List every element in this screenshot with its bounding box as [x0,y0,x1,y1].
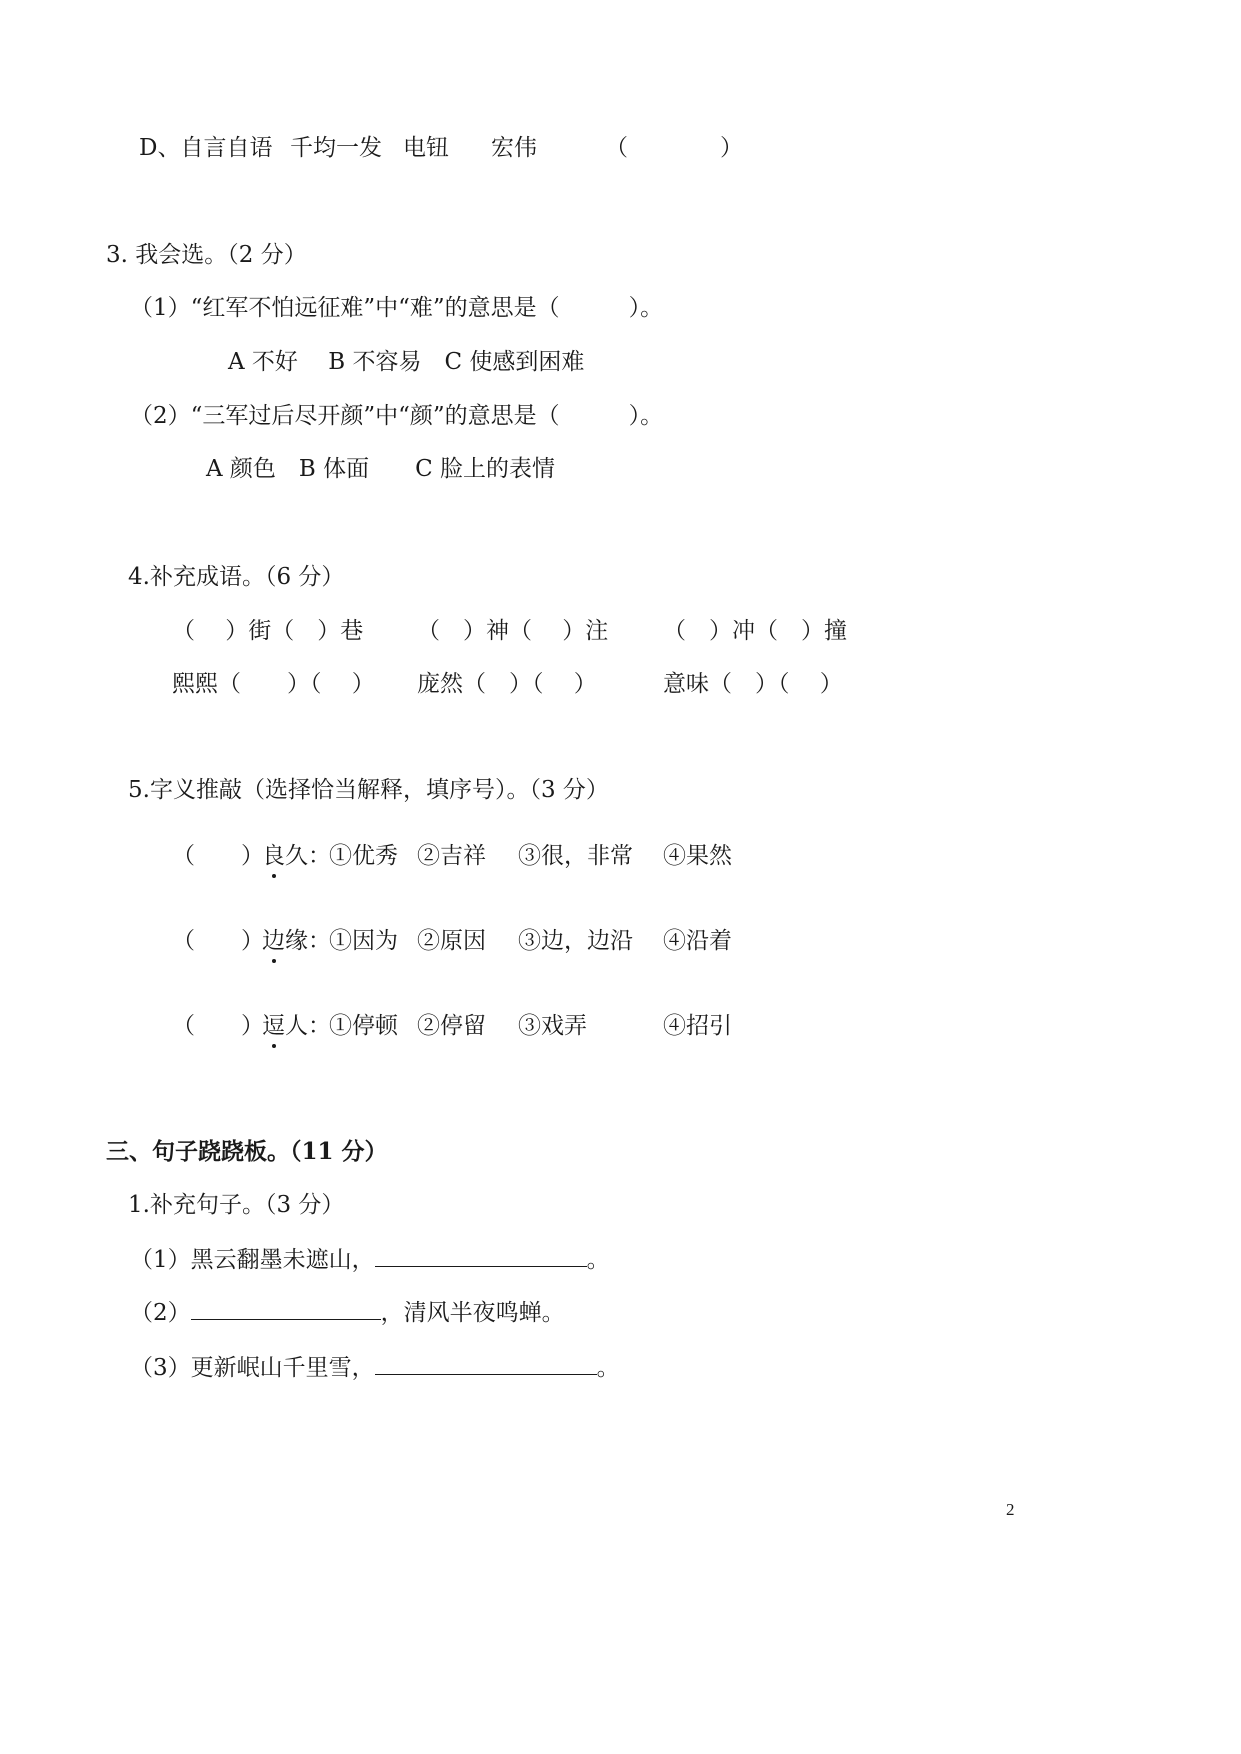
q5-item3-word: 逗人： [262,1013,331,1039]
option-d-label: D、自言自语 [139,135,273,161]
q5-item3-option: ①停顿 [329,1013,398,1039]
fill-blank[interactable] [191,1299,381,1320]
idiom-blank: （ ）神（ ）注 [417,618,609,644]
q5-item2-paren: （ ） [172,928,264,954]
q5-item3-option: ③戏弄 [518,1013,587,1039]
emphasis-dot-char: 良 [262,843,285,869]
idiom-blank: 熙熙（ ）（ ） [172,671,375,697]
q5-item2-option: ④沿着 [663,928,732,954]
fill-blank[interactable] [375,1354,597,1375]
q3-item1-question: （1）“红军不怕远征难”中“难”的意思是（ ）。 [130,295,664,321]
section3-title: 三、句子跷跷板。（11 分） [106,1138,388,1165]
q5-title: 5.字义推敲（选择恰当解释，填序号）。（3 分） [128,777,609,803]
page-number: 2 [1006,1500,1015,1519]
q3-title: 3. 我会选。（2 分） [106,242,307,268]
q3-item2-options: A 颜色 B 体面 C 脸上的表情 [206,456,556,482]
fill-blank[interactable] [375,1246,587,1267]
section3-sub1-title: 1.补充句子。（3 分） [128,1192,345,1218]
q5-item2-option: ①因为 [329,928,398,954]
q3-item1-options: A 不好 B 不容易 C 使感到困难 [228,349,585,375]
q5-item1-option: ④果然 [663,843,732,869]
idiom-blank: 庞然（ ）（ ） [417,671,597,697]
q5-item3-paren: （ ） [172,1013,264,1039]
idiom-blank: （ ）冲（ ）撞 [663,618,847,644]
emphasis-dot-char: 边 [262,928,285,954]
idiom-blank: （ ）街（ ）巷 [172,618,364,644]
emphasis-dot-char: 逗 [262,1013,285,1039]
q5-item2-word: 边缘： [262,928,331,954]
option-d-word-2: 千均一发 [290,135,382,161]
sentence-1: （1）黑云翻墨未遮山， 。 [130,1247,610,1273]
q5-item1-option: ①优秀 [329,843,398,869]
q5-item1-paren: （ ） [172,843,264,869]
idiom-blank: 意味（ ）（ ） [663,671,843,697]
sentence-2: （2） ，清风半夜鸣蝉。 [130,1300,565,1326]
q5-item3-option: ④招引 [663,1013,732,1039]
q5-item3-option: ②停留 [417,1013,486,1039]
q5-item1-word: 良久： [262,843,331,869]
q5-item2-option: ②原因 [417,928,486,954]
answer-paren: （ ） [605,135,743,161]
sentence-3: （3）更新岷山千里雪， 。 [130,1355,620,1381]
option-d-word-3: 电钮 [403,135,449,161]
q5-item1-option: ②吉祥 [417,843,486,869]
q3-item2-question: （2）“三军过后尽开颜”中“颜”的意思是（ ）。 [130,403,664,429]
option-d-word-4: 宏伟 [491,135,537,161]
q4-title: 4.补充成语。（6 分） [128,564,345,590]
q5-item2-option: ③边，边沿 [518,928,633,954]
q5-item1-option: ③很，非常 [518,843,633,869]
